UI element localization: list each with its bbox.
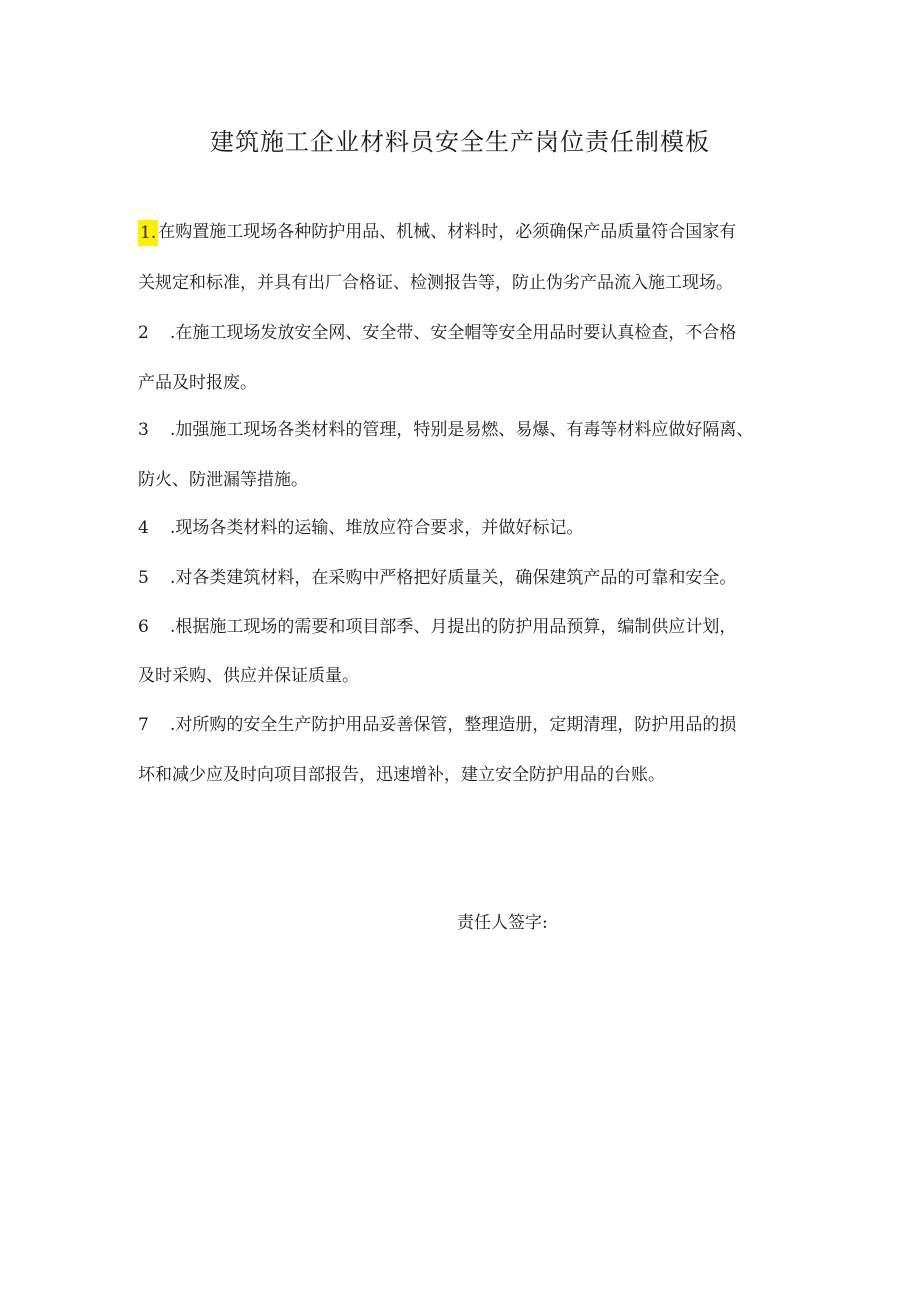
item-number-highlighted: 1.	[138, 220, 158, 246]
document-title: 建筑施工企业材料员安全生产岗位责任制模板	[210, 128, 710, 156]
item-number: 4	[138, 518, 149, 538]
item-number: 3	[138, 420, 149, 440]
item-text-line: .对所购的安全生产防护用品妥善保管，整理造册，定期清理，防护用品的损	[170, 715, 737, 735]
item-text-line: .现场各类材料的运输、堆放应符合要求，并做好标记。	[170, 518, 584, 538]
item-text-line: 在购置施工现场各种防护用品、机械、材料时，必须确保产品质量符合国家有	[158, 222, 737, 242]
item-number: 5	[138, 568, 149, 588]
item-text-line: 及时采购、供应并保证质量。	[138, 666, 359, 686]
item-text-line: 关规定和标准，并具有出厂合格证、检测报告等，防止伪劣产品流入施工现场。	[138, 273, 733, 293]
signature-label: 责任人签字:	[457, 913, 548, 933]
item-text-line: 防火、防泄漏等措施。	[138, 470, 308, 490]
item-text-line: 坏和减少应及时向项目部报告，迅速增补，建立安全防护用品的台账。	[138, 765, 665, 785]
item-text-line: 产品及时报废。	[138, 373, 257, 393]
item-number: 6	[138, 617, 149, 637]
item-text-line: .根据施工现场的需要和项目部季、月提出的防护用品预算，编制供应计划，	[170, 617, 737, 637]
item-text-line: .在施工现场发放安全网、安全带、安全帽等安全用品时要认真检查，不合格	[170, 323, 737, 343]
item-number: 2	[138, 323, 149, 343]
item-text-line: .对各类建筑材料，在采购中严格把好质量关，确保建筑产品的可靠和安全。	[170, 568, 737, 588]
item-number: 7	[138, 715, 149, 735]
item-text-line: .加强施工现场各类材料的管理，特别是易燃、易爆、有毒等材料应做好隔离、	[170, 420, 754, 440]
